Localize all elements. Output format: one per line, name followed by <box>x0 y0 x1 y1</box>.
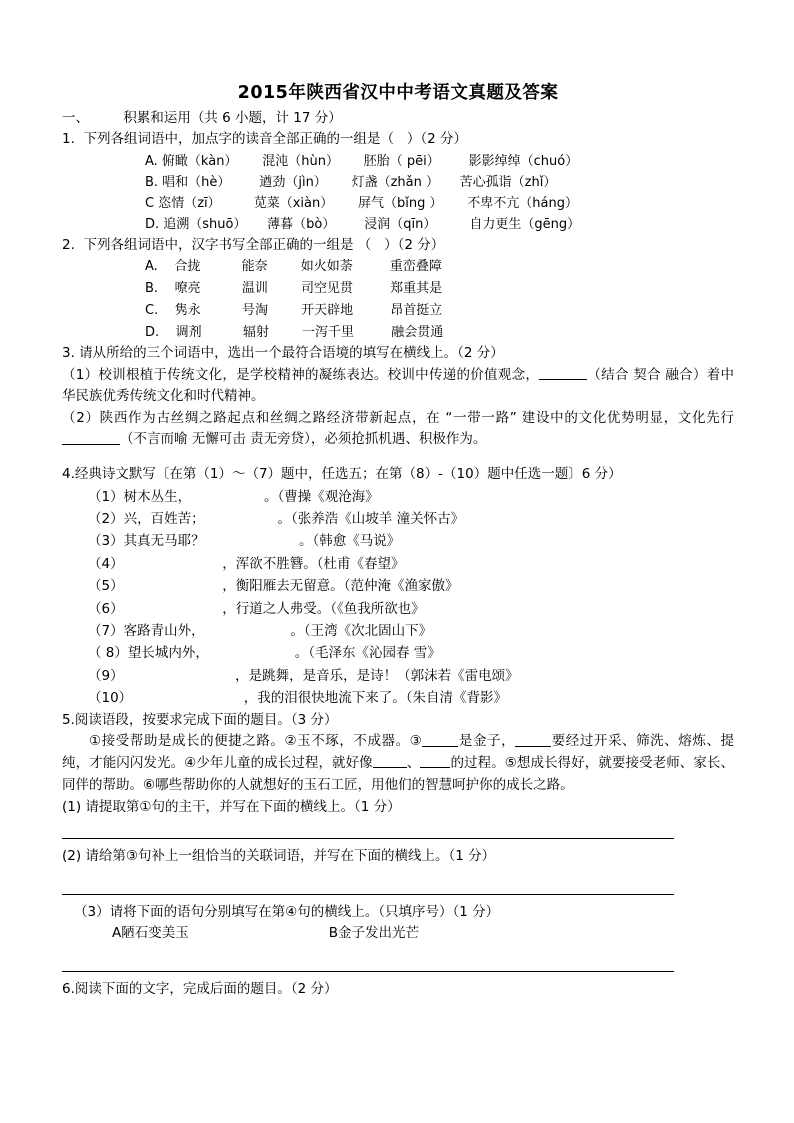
page-title: 2015年陕西省汉中中考语文真题及答案 <box>237 83 559 103</box>
question-3-sub-2-text-a: （2）陕西作为古丝绸之路起点和丝绸之路经济带新起点，在 “一带一路” 建设中的文化优势明显，文化先行 <box>62 409 734 426</box>
question-2-option-b: B. 嘹亮 温训 司空见贯 郑重其是 <box>145 280 443 296</box>
question-2-option-a: A. 合拢 能奈 如火如荼 重峦叠障 <box>145 259 442 275</box>
question-5-sub-3: （3）请将下面的语句分别填写在第④句的横线上。（只填序号）（1 分） <box>74 903 500 920</box>
question-2-stem: 2. 下列各组词语中，汉字书写全部正确的一组是 （ ）（2 分） <box>62 236 445 253</box>
question-1-option-c: C 恣情（zī） 苋菜（xiàn） 屏气（bǐng ） 不卑不亢（háng） <box>145 195 578 211</box>
question-3-sub-2-text-b: （不言而喻 无懈可击 责无旁贷），必须抢抓机遇、积极作为。 <box>120 431 487 448</box>
section-heading-one: 一、 积累和运用（共 6 小题，计 17 分） <box>62 110 342 127</box>
question-4-item-1: （1）树木丛生， 。（曹操《观沧海》 <box>88 488 379 505</box>
answer-blank-q5-p1[interactable] <box>422 733 458 747</box>
question-4-item-5: （5） ，衡阳雁去无留意。（范仲淹《渔家傲》 <box>88 578 459 595</box>
document-body <box>62 80 734 1001</box>
question-4-item-8: （ 8）望长城内外， 。（毛泽东《沁园春 雪》 <box>88 645 441 662</box>
answer-blank-q3-2[interactable] <box>62 431 120 445</box>
question-1-option-b: B. 唱和（hè） 遒劲（jìn） 灯盏（zhǎn ） 苦心孤诣（zhǐ） <box>145 174 557 190</box>
answer-blank-q5-p3[interactable] <box>373 755 407 769</box>
answer-blank-q5-p2[interactable] <box>515 733 551 747</box>
passage-part-2: 是金子， <box>458 733 516 750</box>
option-b-label[interactable]: B金子发出光芒 <box>328 925 420 942</box>
question-3-sub-2 <box>62 408 734 451</box>
question-6-stem: 6.阅读下面的文字，完成后面的题目。（2 分） <box>62 980 338 997</box>
question-1-option-d: D. 追溯（shuō） 薄暮（bò） 浸润（qīn） 自力更生（gēng） <box>145 216 581 232</box>
question-4-item-6: （6） ，行道之人弗受。（《鱼我所欲也》 <box>88 600 425 617</box>
question-4-stem: 4.经典诗文默写〔在第（1）～（7）题中，任选五；在第（8）-（10）题中任选一题〕6 分） <box>62 466 622 483</box>
question-5-sub-3-options <box>62 923 734 945</box>
question-5-sub-2: (2) 请给第③句补上一组恰当的关联词语，并写在下面的横线上。（1 分） <box>62 848 496 865</box>
question-5-sub-1: (1) 请提取第①句的主干，并写在下面的横线上。（1 分） <box>62 798 401 815</box>
question-4-item-4: （4） ，浑欲不胜簪。（杜甫《春望》 <box>88 555 405 572</box>
passage-part-5: 的过程。⑤想成长得好，就要接受老师、家长、同伴的帮助。⑥哪些帮助你的人就想好的玉石工匠，用他们的智慧呵护你的成长之路。 <box>62 754 735 793</box>
question-3-stem: 3. 请从所给的三个词语中，选出一个最符合语境的填写在横线上。（2 分） <box>62 345 504 362</box>
question-5-stem: 5.阅读语段，按要求完成下面的题目。（3 分） <box>62 711 338 728</box>
passage-part-4: 、 <box>406 754 421 771</box>
question-4-item-9: （9） ，是跳舞，是音乐，是诗！（郭沫若《雷电颂》 <box>88 667 519 684</box>
question-4-item-2: （2）兴，百姓苦； 。（张养浩《山坡羊 潼关怀古》 <box>88 511 465 528</box>
answer-blank-q3-1[interactable] <box>539 366 587 380</box>
question-5-passage <box>62 731 734 797</box>
question-4-item-7: （7）客路青山外， 。（王湾《次北固山下》 <box>88 623 433 640</box>
passage-part-1: ①接受帮助是成长的便捷之路。②玉不琢，不成器。③ <box>89 733 423 750</box>
question-2-option-d: D. 调剂 辐射 一泻千里 融会贯通 <box>145 324 444 340</box>
answer-blank-q5-p4[interactable] <box>420 755 450 769</box>
question-3-sub-1-text-a: （1）校训根植于传统文化，是学校精神的凝练表达。校训中传递的价值观念， <box>62 366 540 383</box>
question-3-sub-1-text-b: （结合 契合 融合）着中华民族优秀传统文化和时代精神。 <box>62 366 734 405</box>
question-1-stem: 1. 下列各组词语中，加点字的读音全部正确的一组是（ ）（2 分） <box>62 131 467 148</box>
option-a-label[interactable]: A陋石变美玉 <box>112 925 189 942</box>
question-2-option-c: C. 隽永 号淘 开天辟地 昂首挺立 <box>145 302 443 318</box>
question-4-item-3: （3）其真无马耶？ 。（韩愈《马说》 <box>88 533 401 550</box>
question-4-item-10: （10） ，我的泪很快地流下来了。（朱自清《背影》 <box>88 690 508 707</box>
passage-part-3: 要经过开采、筛洗、熔炼、提纯，才能闪闪发光。④少年儿童的成长过程，就好像 <box>62 733 735 771</box>
question-1-option-a: A. 俯瞰（kàn） 混沌（hùn） 胚胎（ pēi） 影影绰绰（chuó） <box>145 153 579 169</box>
question-3-sub-1 <box>62 365 734 408</box>
